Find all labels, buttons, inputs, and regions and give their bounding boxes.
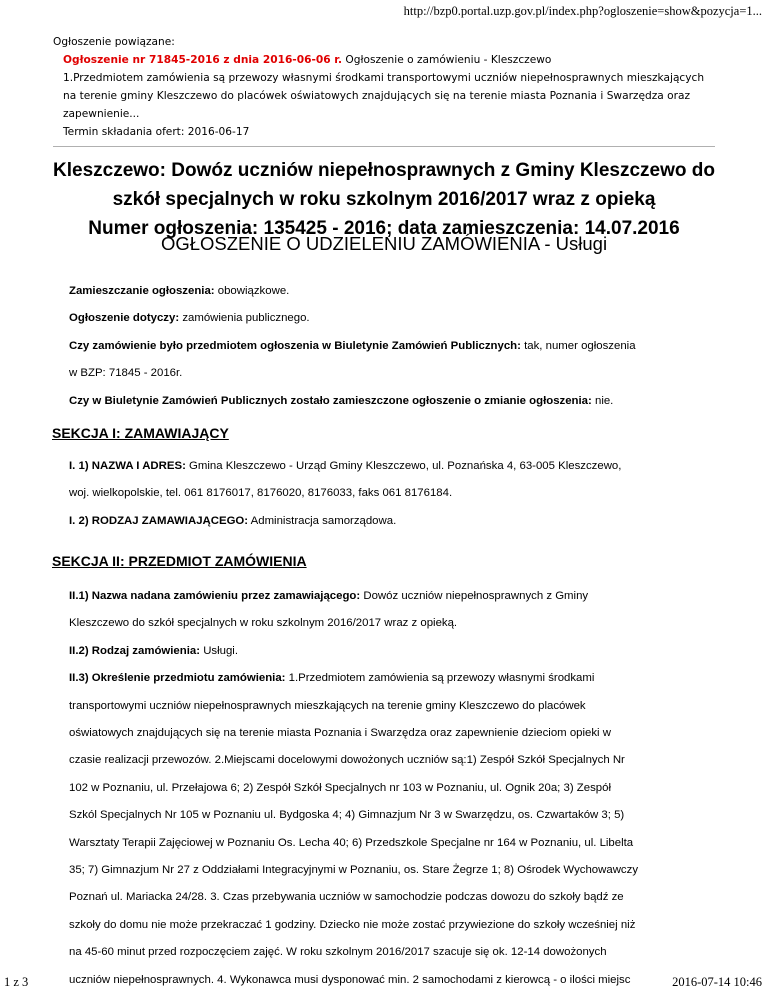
related-notice — [53, 33, 733, 141]
related-label: Ogłoszenie powiązane: — [53, 36, 175, 48]
intro-answer: tak, numer ogłoszenia — [524, 339, 636, 352]
body-line: Poznań ul. Mariacka 24/28. 3. Czas przebywania uczniów w samochodzie podczas dowozu do szkoły bądź ze — [69, 891, 624, 904]
field-label: I. 1) NAZWA I ADRES: — [69, 460, 186, 472]
related-desc-line: zapewnienie... — [63, 108, 140, 120]
section-2-heading: SEKCJA II: PRZEDMIOT ZAMÓWIENIA — [52, 553, 307, 569]
intro-question: Zamieszczanie ogłoszenia: — [69, 285, 215, 297]
related-desc-line: na terenie gminy Kleszczewo do placówek oświatowych znajdujących się na terenie miasta Poznania i Swarzędza oraz — [63, 90, 691, 102]
field-value: Dowóz uczniów niepełnosprawnych z Gminy — [363, 590, 589, 602]
field-value: 1.Przedmiotem zamówienia są przewozy własnymi środkami — [288, 672, 595, 685]
field-label: I. 2) RODZAJ ZAMAWIAJĄCEGO: — [69, 514, 249, 527]
related-desc-line: 1.Przedmiotem zamówienia są przewozy własnymi środkami transportowymi uczniów niepełnosprawnych mieszkających — [63, 72, 705, 84]
related-notice-suffix: Ogłoszenie o zamówieniu - Kleszczewo — [345, 54, 552, 66]
field-value: Administracja samorządowa. — [250, 514, 397, 527]
body-line: na 45-60 minut przed rozpoczęciem zajęć. W roku szkolnym 2016/2017 szacuje się ok. 12-14 dowożonych — [69, 946, 607, 959]
body-line: 102 w Poznaniu, ul. Przełajowa 6; 2) Zespół Szkół Specjalnych nr 103 w Poznaniu, ul. Ognik 20a; 3) Zespół — [69, 781, 611, 794]
page-number: 1 z 3 — [4, 975, 29, 989]
title-line: Kleszczewo: Dowóz uczniów niepełnosprawnych z Gminy Kleszczewo do — [53, 160, 715, 181]
print-header-url: http://bzp0.portal.uzp.gov.pl/index.php?ogloszenie=show&pozycja=1... — [403, 4, 762, 18]
related-notice-link[interactable]: Ogłoszenie nr 71845-2016 z dnia 2016-06-06 r. — [63, 54, 343, 66]
intro-block — [69, 278, 719, 415]
field-value-cont: woj. wielkopolskie, tel. 061 8176017, 8176020, 8176033, faks 061 8176184. — [69, 487, 453, 500]
section-1-heading: SEKCJA I: ZAMAWIAJĄCY — [52, 425, 229, 441]
body-line: szkoły do domu nie może przekraczać 1 godziny. Dziecko nie może zostać przywiezione do szkoły wcześniej niż — [69, 918, 636, 931]
body-line: Szkól Specjalnych Nr 105 w Poznaniu ul. Bydgoska 4; 4) Gimnazjum Nr 3 w Swarzędzu, os. Czwartaków 3; 5) — [69, 809, 625, 822]
body-line: 35; 7) Gimnazjum Nr 27 z Oddziałami Integracyjnymi w Poznaniu, os. Stare Żegrze 1; 8) Ośrodek Wychowawczy — [69, 864, 639, 877]
body-line: uczniów niepełnosprawnych. 4. Wykonawca musi dysponować min. 2 samochodami z kierowcą - o ilości miejsc — [69, 973, 631, 986]
field-label: II.1) Nazwa nadana zamówieniu przez zamawiającego: — [69, 590, 361, 602]
body-line: czasie realizacji przewozów. 2.Miejscami docelowymi dowożonych uczniów są:1) Zespół Szkół Specjalnych Nr — [69, 754, 625, 767]
field-value: Gmina Kleszczewo - Urząd Gminy Kleszczewo, ul. Poznańska 4, 63-005 Kleszczewo, — [189, 460, 622, 472]
intro-question: Czy w Biuletynie Zamówień Publicznych zostało zamieszczone ogłoszenie o zmianie ogłoszenia: — [69, 394, 592, 407]
field-value-cont: Kleszczewo do szkół specjalnych w roku szkolnym 2016/2017 wraz z opieką. — [69, 617, 458, 630]
field-value: Usługi. — [203, 644, 239, 657]
intro-answer: nie. — [594, 394, 614, 407]
intro-answer-cont: w BZP: 71845 - 2016r. — [69, 367, 183, 380]
divider — [53, 146, 715, 147]
section-1-body — [69, 453, 719, 535]
body-line: Warsztaty Terapii Zajęciowej w Poznaniu Os. Lecha 40; 6) Przedszkole Specjalne nr 164 w Poznaniu, ul. Libelta — [69, 836, 634, 849]
related-deadline: Termin składania ofert: 2016-06-17 — [63, 126, 250, 138]
title-line: szkół specjalnych w roku szkolnym 2016/2017 wraz z opieką — [112, 189, 656, 210]
body-line: transportowymi uczniów niepełnosprawnych mieszkających na terenie gminy Kleszczewo do placówek — [69, 699, 586, 712]
intro-answer: zamówienia publicznego. — [182, 312, 310, 325]
field-label: II.3) Określenie przedmiotu zamówienia: — [69, 672, 286, 685]
intro-question: Ogłoszenie dotyczy: — [69, 312, 180, 325]
print-datetime: 2016-07-14 10:46 — [672, 975, 762, 989]
intro-answer: obowiązkowe. — [217, 285, 290, 297]
field-label: II.2) Rodzaj zamówienia: — [69, 644, 201, 657]
section-2-body — [69, 583, 719, 994]
title-line: Numer ogłoszenia: 135425 - 2016; data zamieszczenia: 14.07.2016 — [88, 218, 680, 239]
page-subtitle: OGŁOSZENIE O UDZIELENIU ZAMÓWIENIA - Usługi — [160, 233, 608, 254]
body-line: oświatowych znajdujących się na terenie miasta Poznania i Swarzędza oraz zapewnienie dzieciom opieki w — [69, 727, 611, 740]
intro-question: Czy zamówienie było przedmiotem ogłoszenia w Biuletynie Zamówień Publicznych: — [69, 339, 521, 352]
